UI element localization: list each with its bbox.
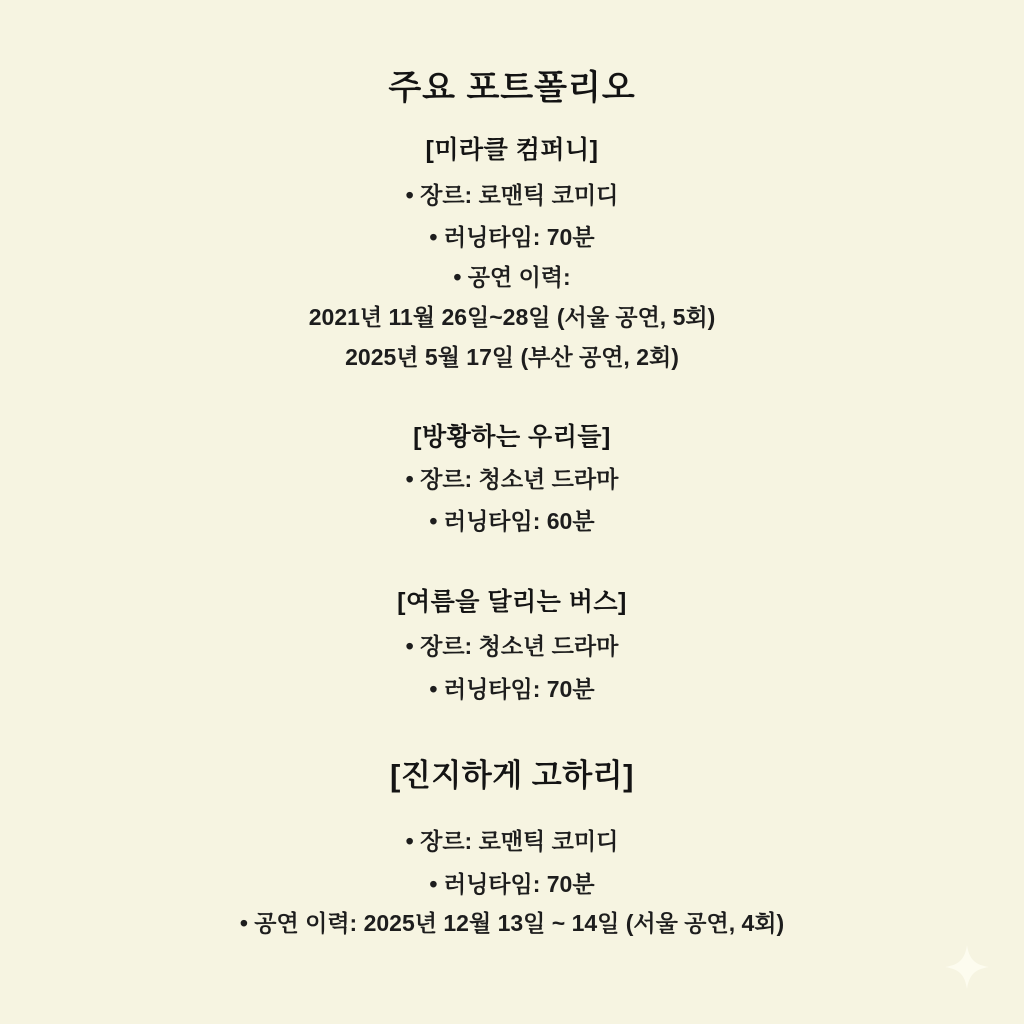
page-title: 주요 포트폴리오	[388, 69, 636, 107]
sparkle-icon	[945, 945, 989, 989]
section2-genre-line: • 장르: 청소년 드라마	[405, 466, 619, 492]
section-header-sincerely-confess: [진지하게 고하리]	[390, 758, 634, 793]
section4-runtime-line: • 러닝타임: 70분	[429, 871, 595, 897]
section-header-miracle-company: [미라클 컴퍼니]	[425, 136, 599, 164]
section1-genre-line: • 장르: 로맨틱 코미디	[405, 182, 619, 208]
section2-runtime-line: • 러닝타임: 60분	[429, 508, 595, 534]
section1-history-date-2: 2025년 5월 17일 (부산 공연, 2회)	[345, 344, 679, 370]
section3-genre-line: • 장르: 청소년 드라마	[405, 633, 619, 659]
section1-runtime-line: • 러닝타임: 70분	[429, 224, 595, 250]
section1-history-label-line: • 공연 이력:	[453, 264, 571, 290]
sparkle-icon-shape	[945, 945, 989, 989]
section4-history-line: • 공연 이력: 2025년 12월 13일 ~ 14일 (서울 공연, 4회)	[239, 910, 785, 936]
section3-runtime-line: • 러닝타임: 70분	[429, 676, 595, 702]
section-header-summer-bus: [여름을 달리는 버스]	[397, 588, 627, 616]
section4-genre-line: • 장르: 로맨틱 코미디	[405, 828, 619, 854]
section-header-wandering-us: [방황하는 우리들]	[413, 423, 611, 451]
section1-history-date-1: 2021년 11월 26일~28일 (서울 공연, 5회)	[308, 304, 716, 330]
